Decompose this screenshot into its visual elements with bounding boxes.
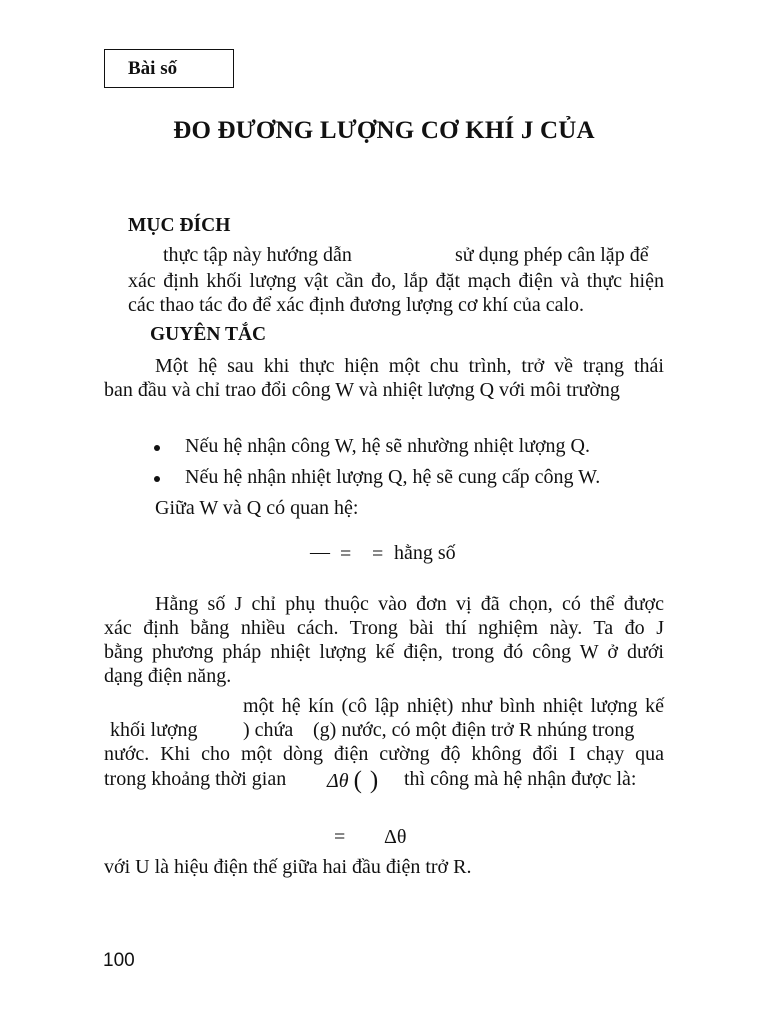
equation-1-dash: — — [310, 541, 330, 563]
bullet-item-2: Nếu hệ nhận nhiệt lượng Q, hệ sẽ cung cấp công W. — [185, 466, 601, 488]
purpose-line-2: xác định khối lượng vật cần đo, lắp đặt mạch điện và thực hiện — [128, 270, 664, 292]
principle-para2-line2: xác định bằng nhiều cách. Trong bài thí nghiệm này. Ta đo J — [104, 617, 664, 639]
lesson-number-label: Bài số — [128, 58, 178, 79]
principle-para3-line4b: thì công mà hệ nhận được là: — [404, 768, 637, 790]
principle-para2-line1: Hằng số J chỉ phụ thuộc vào đơn vị đã chọn, có thể được — [155, 593, 664, 615]
delta-theta-symbol: Δθ — [327, 770, 349, 792]
equation-2-equals: = — [334, 826, 346, 848]
bullet-dot — [154, 445, 160, 451]
page-title: ĐO ĐƯƠNG LƯỢNG CƠ KHÍ J CỦA — [173, 117, 595, 144]
principle-para3-line2a: khối lượng — [110, 719, 198, 741]
bullet-item-1: Nếu hệ nhận công W, hệ sẽ nhường nhiệt lượng Q. — [185, 435, 590, 457]
purpose-line-1a: thực tập này hướng dẫn — [163, 244, 352, 266]
principle-para1-line2: ban đầu và chỉ trao đổi công W và nhiệt lượng Q với môi trường — [104, 379, 620, 401]
purpose-line-1b: sử dụng phép cân lặp để — [455, 244, 649, 266]
principle-para2-line3: bằng phương pháp nhiệt lượng kế điện, trong đó công W ở dưới — [104, 641, 664, 663]
relation-intro: Giữa W và Q có quan hệ: — [155, 497, 359, 519]
section-heading-purpose: MỤC ĐÍCH — [128, 215, 231, 236]
closing-line: với U là hiệu điện thế giữa hai đầu điện trở R. — [104, 856, 472, 878]
equation-1-rhs: hằng số — [394, 542, 456, 564]
principle-para1-line1: Một hệ sau khi thực hiện một chu trình, trở về trạng thái — [155, 355, 664, 377]
equation-1-equals-1: = — [340, 543, 352, 565]
page-number: 100 — [103, 950, 135, 971]
equation-2-delta-theta: Δθ — [384, 826, 407, 848]
bullet-dot — [154, 476, 160, 482]
principle-para3-line1: một hệ kín (cô lập nhiệt) như bình nhiệt lượng kế — [243, 695, 664, 717]
paren-open: ( — [353, 767, 362, 794]
equation-1-equals-2: = — [372, 543, 384, 565]
principle-para3-line2b: ) chứa — [243, 719, 294, 741]
purpose-line-3: các thao tác đo để xác định đương lượng cơ khí của calo. — [128, 294, 585, 316]
principle-para3-line3: nước. Khi cho một dòng điện cường độ không đổi I chạy qua — [104, 743, 664, 765]
paren-close: ) — [369, 767, 379, 794]
principle-para3-line4a: trong khoảng thời gian — [104, 768, 287, 790]
principle-para2-line4: dạng điện năng. — [104, 665, 232, 687]
lesson-number-box — [104, 49, 234, 88]
section-heading-principle: GUYÊN TẮC — [150, 324, 267, 345]
principle-para3-line2c: (g) nước, có một điện trở R nhúng trong — [313, 719, 635, 741]
